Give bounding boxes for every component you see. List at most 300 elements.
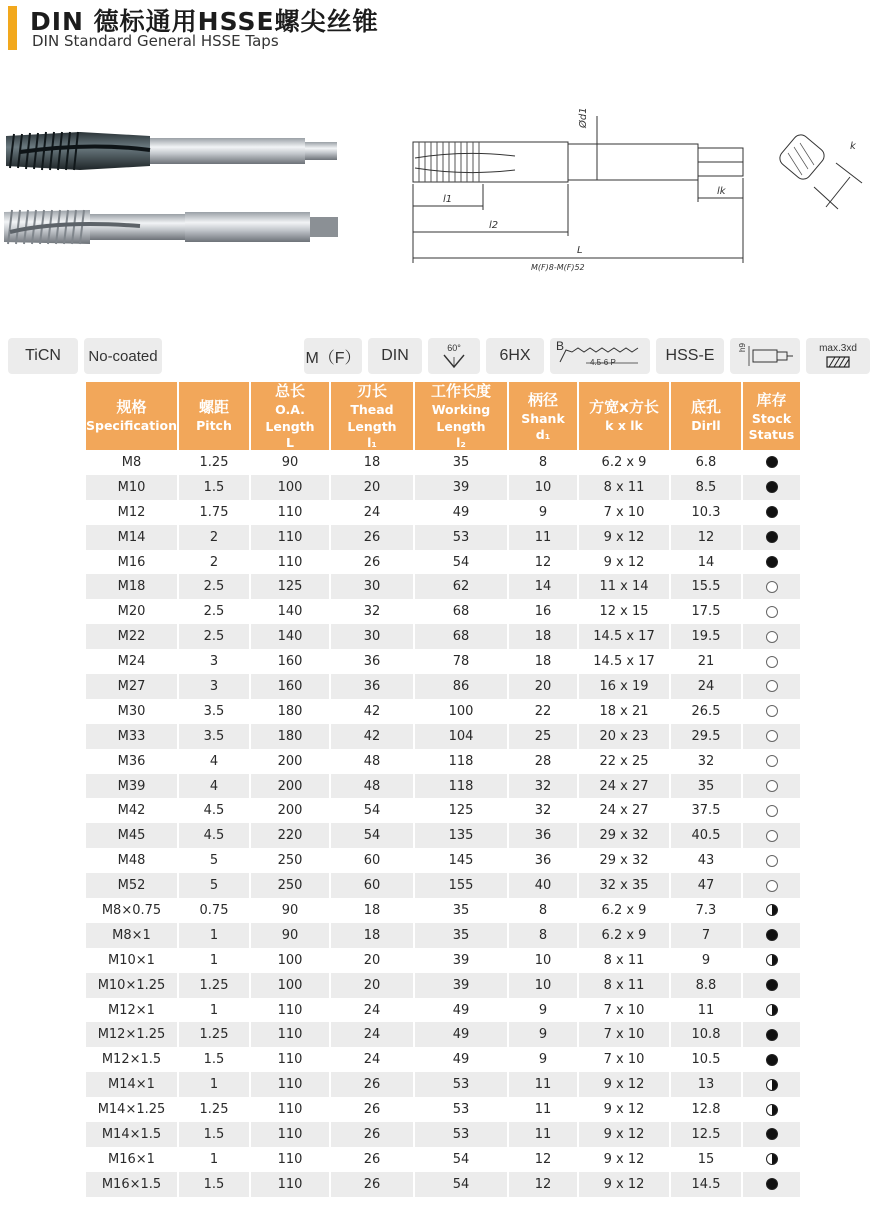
table-body bbox=[86, 450, 800, 1197]
stock-status-icon bbox=[766, 656, 778, 668]
dimension-l1: l1 bbox=[443, 194, 453, 205]
table-cell: 10.8 bbox=[671, 1022, 743, 1047]
table-cell: 7 bbox=[671, 923, 743, 948]
tolerance-label: 6HX bbox=[499, 347, 531, 364]
table-cell: 10 bbox=[509, 475, 579, 500]
table-cell: 53 bbox=[415, 1072, 509, 1097]
table-cell: 26 bbox=[331, 1072, 415, 1097]
standard-badge bbox=[368, 338, 422, 374]
stock-status-cell bbox=[743, 848, 800, 873]
table-cell: 1.75 bbox=[179, 500, 251, 525]
thread-type-label: M（F） bbox=[305, 349, 361, 367]
table-cell: 12 bbox=[509, 550, 579, 575]
table-cell: 19.5 bbox=[671, 624, 743, 649]
table-row bbox=[86, 1122, 800, 1147]
table-cell: 24 bbox=[331, 1022, 415, 1047]
table-cell: 100 bbox=[415, 699, 509, 724]
stock-status-cell bbox=[743, 724, 800, 749]
column-header-cn: 总长 bbox=[274, 382, 305, 400]
table-cell: 30 bbox=[331, 624, 415, 649]
stock-status-icon bbox=[766, 481, 778, 493]
table-cell: 9 x 12 bbox=[579, 525, 671, 550]
table-cell: 140 bbox=[251, 599, 331, 624]
table-cell: 40 bbox=[509, 873, 579, 898]
table-cell: 200 bbox=[251, 798, 331, 823]
table-cell: 9 x 12 bbox=[579, 1122, 671, 1147]
table-row bbox=[86, 624, 800, 649]
table-cell: 15.5 bbox=[671, 574, 743, 599]
stock-status-icon bbox=[766, 780, 778, 792]
table-cell: 36 bbox=[509, 848, 579, 873]
table-cell: 1.5 bbox=[179, 475, 251, 500]
table-cell: 110 bbox=[251, 500, 331, 525]
table-cell: 20 bbox=[331, 973, 415, 998]
angle-v-icon bbox=[441, 353, 467, 369]
table-cell: 17.5 bbox=[671, 599, 743, 624]
table-cell: 180 bbox=[251, 699, 331, 724]
table-cell: 54 bbox=[331, 798, 415, 823]
tap-photo bbox=[0, 120, 345, 270]
drawing-range: M(F)8-M(F)52 bbox=[531, 263, 585, 272]
material-badge bbox=[656, 338, 724, 374]
table-cell: 1 bbox=[179, 948, 251, 973]
table-row bbox=[86, 749, 800, 774]
table-cell: 8.8 bbox=[671, 973, 743, 998]
point-form-value: 4.5-6 P bbox=[590, 358, 616, 367]
column-header-sym: Status bbox=[748, 426, 795, 442]
thread-type-badge bbox=[304, 338, 362, 374]
stock-status-icon bbox=[766, 606, 778, 618]
stock-status-cell bbox=[743, 1022, 800, 1047]
stock-status-cell bbox=[743, 1122, 800, 1147]
table-cell: 8 x 11 bbox=[579, 948, 671, 973]
table-cell: 24 bbox=[671, 674, 743, 699]
dimension-l2: l2 bbox=[489, 220, 499, 231]
table-cell: 200 bbox=[251, 749, 331, 774]
table-cell: 26 bbox=[331, 1172, 415, 1197]
stock-status-icon bbox=[766, 880, 778, 892]
table-cell: 24 bbox=[331, 1047, 415, 1072]
table-cell: 60 bbox=[331, 873, 415, 898]
dimension-total: L bbox=[577, 245, 583, 256]
table-cell: 4.5 bbox=[179, 823, 251, 848]
table-cell: 1.25 bbox=[179, 450, 251, 475]
stock-status-icon bbox=[766, 680, 778, 692]
table-cell: 1.5 bbox=[179, 1172, 251, 1197]
stock-status-cell bbox=[743, 500, 800, 525]
column-header-en: Thead Length bbox=[347, 402, 397, 434]
column-header-sym: l₂ bbox=[456, 435, 466, 450]
table-cell: 18 bbox=[509, 624, 579, 649]
table-cell: 12 bbox=[671, 525, 743, 550]
table-cell: 125 bbox=[415, 798, 509, 823]
table-row bbox=[86, 699, 800, 724]
column-header-en: Shank bbox=[521, 410, 565, 426]
table-cell: 12.8 bbox=[671, 1097, 743, 1122]
table-cell: 11 bbox=[509, 1097, 579, 1122]
table-cell: 62 bbox=[415, 574, 509, 599]
title-accent-bar bbox=[8, 6, 17, 50]
table-cell: 200 bbox=[251, 774, 331, 799]
table-cell: 39 bbox=[415, 973, 509, 998]
table-cell: 1.5 bbox=[179, 1122, 251, 1147]
table-row bbox=[86, 674, 800, 699]
table-row bbox=[86, 1172, 800, 1197]
table-cell: 29 x 32 bbox=[579, 823, 671, 848]
table-cell: M16×1.5 bbox=[86, 1172, 179, 1197]
table-cell: 90 bbox=[251, 923, 331, 948]
table-cell: 110 bbox=[251, 1172, 331, 1197]
table-cell: 37.5 bbox=[671, 798, 743, 823]
table-cell: 250 bbox=[251, 873, 331, 898]
table-cell: 9 bbox=[509, 998, 579, 1023]
table-cell: 29 x 32 bbox=[579, 848, 671, 873]
stock-status-icon bbox=[766, 904, 778, 916]
stock-status-icon bbox=[766, 929, 778, 941]
stock-status-cell bbox=[743, 649, 800, 674]
column-header-en: Specification bbox=[86, 418, 177, 433]
stock-status-cell bbox=[743, 973, 800, 998]
table-cell: 35 bbox=[671, 774, 743, 799]
stock-status-icon bbox=[766, 1104, 778, 1116]
table-cell: 1.25 bbox=[179, 1022, 251, 1047]
table-cell: 90 bbox=[251, 898, 331, 923]
table-cell: M27 bbox=[86, 674, 179, 699]
table-cell: 9 x 12 bbox=[579, 1072, 671, 1097]
stock-status-icon bbox=[766, 979, 778, 991]
table-cell: 160 bbox=[251, 674, 331, 699]
table-cell: 24 x 27 bbox=[579, 774, 671, 799]
table-cell: 100 bbox=[251, 948, 331, 973]
table-cell: M24 bbox=[86, 649, 179, 674]
table-cell: 15 bbox=[671, 1147, 743, 1172]
table-cell: 110 bbox=[251, 1097, 331, 1122]
table-cell: 36 bbox=[509, 823, 579, 848]
table-cell: M48 bbox=[86, 848, 179, 873]
stock-status-cell bbox=[743, 948, 800, 973]
column-header bbox=[671, 382, 743, 450]
table-cell: 100 bbox=[251, 973, 331, 998]
table-cell: 54 bbox=[415, 550, 509, 575]
column-header-en: k x lk bbox=[605, 418, 643, 433]
table-cell: 11 bbox=[509, 1122, 579, 1147]
table-cell: 22 x 25 bbox=[579, 749, 671, 774]
table-cell: 155 bbox=[415, 873, 509, 898]
table-cell: 32 bbox=[331, 599, 415, 624]
table-cell: 6.2 x 9 bbox=[579, 898, 671, 923]
table-cell: 110 bbox=[251, 998, 331, 1023]
table-cell: M12×1.5 bbox=[86, 1047, 179, 1072]
table-cell: 110 bbox=[251, 550, 331, 575]
stock-status-cell bbox=[743, 873, 800, 898]
table-cell: 16 x 19 bbox=[579, 674, 671, 699]
stock-status-icon bbox=[766, 456, 778, 468]
table-cell: 14.5 x 17 bbox=[579, 649, 671, 674]
point-form-icon bbox=[550, 338, 650, 374]
stock-status-cell bbox=[743, 1072, 800, 1097]
table-cell: 1.25 bbox=[179, 1097, 251, 1122]
stock-status-cell bbox=[743, 1097, 800, 1122]
table-cell: 110 bbox=[251, 1147, 331, 1172]
table-cell: M12×1.25 bbox=[86, 1022, 179, 1047]
table-cell: 1 bbox=[179, 923, 251, 948]
no-coating-badge bbox=[84, 338, 162, 374]
table-cell: 1.25 bbox=[179, 973, 251, 998]
table-cell: 24 bbox=[331, 500, 415, 525]
table-cell: 8 x 11 bbox=[579, 973, 671, 998]
table-cell: 14 bbox=[509, 574, 579, 599]
table-cell: 24 bbox=[331, 998, 415, 1023]
table-cell: 18 x 21 bbox=[579, 699, 671, 724]
table-row bbox=[86, 1072, 800, 1097]
table-cell: 2 bbox=[179, 550, 251, 575]
table-cell: M18 bbox=[86, 574, 179, 599]
table-cell: 49 bbox=[415, 998, 509, 1023]
column-header-cn: 方宽x方长 bbox=[589, 398, 659, 416]
table-row bbox=[86, 973, 800, 998]
table-cell: 2.5 bbox=[179, 624, 251, 649]
table-cell: 53 bbox=[415, 1097, 509, 1122]
table-cell: 8 x 11 bbox=[579, 475, 671, 500]
table-cell: 32 bbox=[509, 798, 579, 823]
stock-status-icon bbox=[766, 1054, 778, 1066]
table-cell: 100 bbox=[251, 475, 331, 500]
table-cell: M33 bbox=[86, 724, 179, 749]
dimension-lk: lk bbox=[717, 186, 726, 197]
table-cell: 0.75 bbox=[179, 898, 251, 923]
table-cell: 160 bbox=[251, 649, 331, 674]
table-cell: 125 bbox=[251, 574, 331, 599]
table-cell: 26 bbox=[331, 525, 415, 550]
table-cell: 28 bbox=[509, 749, 579, 774]
table-cell: 18 bbox=[331, 450, 415, 475]
table-cell: 29.5 bbox=[671, 724, 743, 749]
stock-status-icon bbox=[766, 506, 778, 518]
stock-status-icon bbox=[766, 805, 778, 817]
table-cell: 118 bbox=[415, 749, 509, 774]
table-cell: M36 bbox=[86, 749, 179, 774]
table-row bbox=[86, 998, 800, 1023]
table-cell: M30 bbox=[86, 699, 179, 724]
shank-tolerance-label: h9 bbox=[738, 343, 747, 352]
table-cell: M10 bbox=[86, 475, 179, 500]
table-cell: 26.5 bbox=[671, 699, 743, 724]
shank-tolerance-icon bbox=[730, 338, 800, 374]
table-row bbox=[86, 550, 800, 575]
column-header bbox=[179, 382, 251, 450]
column-header bbox=[251, 382, 331, 450]
table-cell: 118 bbox=[415, 774, 509, 799]
column-header-en: O.A. Length bbox=[265, 402, 315, 434]
table-cell: M12 bbox=[86, 500, 179, 525]
table-cell: 220 bbox=[251, 823, 331, 848]
column-header-en: Pitch bbox=[196, 418, 232, 433]
column-header-sym: l₁ bbox=[367, 435, 377, 450]
column-header-cn: 底孔 bbox=[690, 398, 721, 416]
table-row bbox=[86, 774, 800, 799]
table-cell: M14 bbox=[86, 525, 179, 550]
table-cell: 12 x 15 bbox=[579, 599, 671, 624]
table-row bbox=[86, 898, 800, 923]
table-cell: 26 bbox=[331, 1122, 415, 1147]
table-cell: M42 bbox=[86, 798, 179, 823]
hole-depth-icon bbox=[825, 355, 851, 369]
section-k-label: k bbox=[850, 141, 856, 152]
table-cell: 42 bbox=[331, 699, 415, 724]
stock-status-icon bbox=[766, 631, 778, 643]
table-cell: 180 bbox=[251, 724, 331, 749]
table-cell: 42 bbox=[331, 724, 415, 749]
table-cell: 24 x 27 bbox=[579, 798, 671, 823]
table-row bbox=[86, 649, 800, 674]
table-cell: 1.5 bbox=[179, 1047, 251, 1072]
table-cell: 2.5 bbox=[179, 599, 251, 624]
depth-icon bbox=[806, 338, 870, 374]
table-cell: M14×1 bbox=[86, 1072, 179, 1097]
table-row bbox=[86, 599, 800, 624]
table-cell: 6.8 bbox=[671, 450, 743, 475]
stock-status-cell bbox=[743, 1172, 800, 1197]
table-cell: 8 bbox=[509, 898, 579, 923]
stock-status-cell bbox=[743, 699, 800, 724]
stock-status-cell bbox=[743, 599, 800, 624]
table-cell: 7 x 10 bbox=[579, 500, 671, 525]
table-cell: 30 bbox=[331, 574, 415, 599]
table-cell: 9 x 12 bbox=[579, 1147, 671, 1172]
table-cell: 20 bbox=[331, 475, 415, 500]
table-cell: 9 bbox=[671, 948, 743, 973]
column-header-cn: 螺距 bbox=[198, 398, 229, 416]
table-cell: 10 bbox=[509, 973, 579, 998]
table-cell: M20 bbox=[86, 599, 179, 624]
table-cell: M14×1.5 bbox=[86, 1122, 179, 1147]
table-cell: 14.5 x 17 bbox=[579, 624, 671, 649]
table-cell: 11 x 14 bbox=[579, 574, 671, 599]
table-cell: 26 bbox=[331, 1147, 415, 1172]
column-header-en: Dirll bbox=[691, 418, 721, 433]
specification-table bbox=[86, 382, 800, 1197]
table-cell: 110 bbox=[251, 525, 331, 550]
table-cell: 9 x 12 bbox=[579, 1172, 671, 1197]
table-cell: 4 bbox=[179, 774, 251, 799]
stock-status-icon bbox=[766, 1178, 778, 1190]
column-header-en: Working Length bbox=[431, 402, 491, 434]
table-cell: 110 bbox=[251, 1047, 331, 1072]
table-cell: 35 bbox=[415, 923, 509, 948]
table-row bbox=[86, 923, 800, 948]
table-cell: 78 bbox=[415, 649, 509, 674]
table-cell: 48 bbox=[331, 749, 415, 774]
table-cell: 7 x 10 bbox=[579, 1047, 671, 1072]
stock-status-cell bbox=[743, 923, 800, 948]
page-title: DIN 德标通用HSSE螺尖丝锥 bbox=[30, 7, 379, 36]
stock-status-icon bbox=[766, 531, 778, 543]
table-cell: 54 bbox=[331, 823, 415, 848]
table-cell: 1 bbox=[179, 1147, 251, 1172]
column-header-cn: 工作长度 bbox=[430, 382, 491, 400]
table-cell: 22 bbox=[509, 699, 579, 724]
table-cell: 48 bbox=[331, 774, 415, 799]
stock-status-icon bbox=[766, 855, 778, 867]
table-cell: 20 x 23 bbox=[579, 724, 671, 749]
table-cell: 7 x 10 bbox=[579, 998, 671, 1023]
stock-status-icon bbox=[766, 755, 778, 767]
table-cell: 18 bbox=[331, 923, 415, 948]
stock-status-cell bbox=[743, 898, 800, 923]
table-cell: 3 bbox=[179, 674, 251, 699]
stock-status-icon bbox=[766, 1004, 778, 1016]
table-cell: 11 bbox=[509, 1072, 579, 1097]
coating-ticn-badge bbox=[8, 338, 78, 374]
table-cell: 35 bbox=[415, 898, 509, 923]
table-cell: 10.5 bbox=[671, 1047, 743, 1072]
table-cell: 9 x 12 bbox=[579, 1097, 671, 1122]
table-cell: 49 bbox=[415, 500, 509, 525]
table-row bbox=[86, 1022, 800, 1047]
table-cell: M16×1 bbox=[86, 1147, 179, 1172]
stock-status-cell bbox=[743, 574, 800, 599]
table-cell: 40.5 bbox=[671, 823, 743, 848]
depth-label: max.3xd bbox=[819, 343, 857, 354]
table-cell: M52 bbox=[86, 873, 179, 898]
table-cell: 11 bbox=[509, 525, 579, 550]
table-row bbox=[86, 1147, 800, 1172]
table-cell: 32 bbox=[509, 774, 579, 799]
table-cell: 1 bbox=[179, 998, 251, 1023]
table-cell: 25 bbox=[509, 724, 579, 749]
table-cell: 18 bbox=[331, 898, 415, 923]
column-header bbox=[579, 382, 671, 450]
table-cell: 7 x 10 bbox=[579, 1022, 671, 1047]
stock-status-cell bbox=[743, 798, 800, 823]
technical-drawing bbox=[405, 98, 755, 273]
column-header bbox=[509, 382, 579, 450]
table-row bbox=[86, 823, 800, 848]
table-cell: M8 bbox=[86, 450, 179, 475]
table-row bbox=[86, 873, 800, 898]
table-cell: 12 bbox=[509, 1147, 579, 1172]
table-cell: 9 bbox=[509, 1047, 579, 1072]
stock-status-cell bbox=[743, 749, 800, 774]
no-coating-label: No-coated bbox=[88, 347, 158, 365]
table-row bbox=[86, 1097, 800, 1122]
table-cell: 7.3 bbox=[671, 898, 743, 923]
page-subtitle: DIN Standard General HSSE Taps bbox=[32, 32, 279, 50]
stock-status-icon bbox=[766, 730, 778, 742]
table-cell: 2.5 bbox=[179, 574, 251, 599]
table-cell: 9 x 12 bbox=[579, 550, 671, 575]
table-cell: M10×1.25 bbox=[86, 973, 179, 998]
point-form-letter: B bbox=[556, 339, 565, 353]
table-cell: M39 bbox=[86, 774, 179, 799]
table-cell: 12.5 bbox=[671, 1122, 743, 1147]
table-cell: 36 bbox=[331, 649, 415, 674]
table-cell: 53 bbox=[415, 1122, 509, 1147]
table-cell: 39 bbox=[415, 948, 509, 973]
table-cell: 68 bbox=[415, 599, 509, 624]
table-cell: 53 bbox=[415, 525, 509, 550]
table-cell: 21 bbox=[671, 649, 743, 674]
table-cell: 14.5 bbox=[671, 1172, 743, 1197]
table-cell: 145 bbox=[415, 848, 509, 873]
table-cell: 8 bbox=[509, 923, 579, 948]
table-cell: 8 bbox=[509, 450, 579, 475]
table-cell: 5 bbox=[179, 873, 251, 898]
stock-status-icon bbox=[766, 954, 778, 966]
thread-angle-label: 60° bbox=[447, 343, 461, 353]
table-row bbox=[86, 798, 800, 823]
table-row bbox=[86, 475, 800, 500]
